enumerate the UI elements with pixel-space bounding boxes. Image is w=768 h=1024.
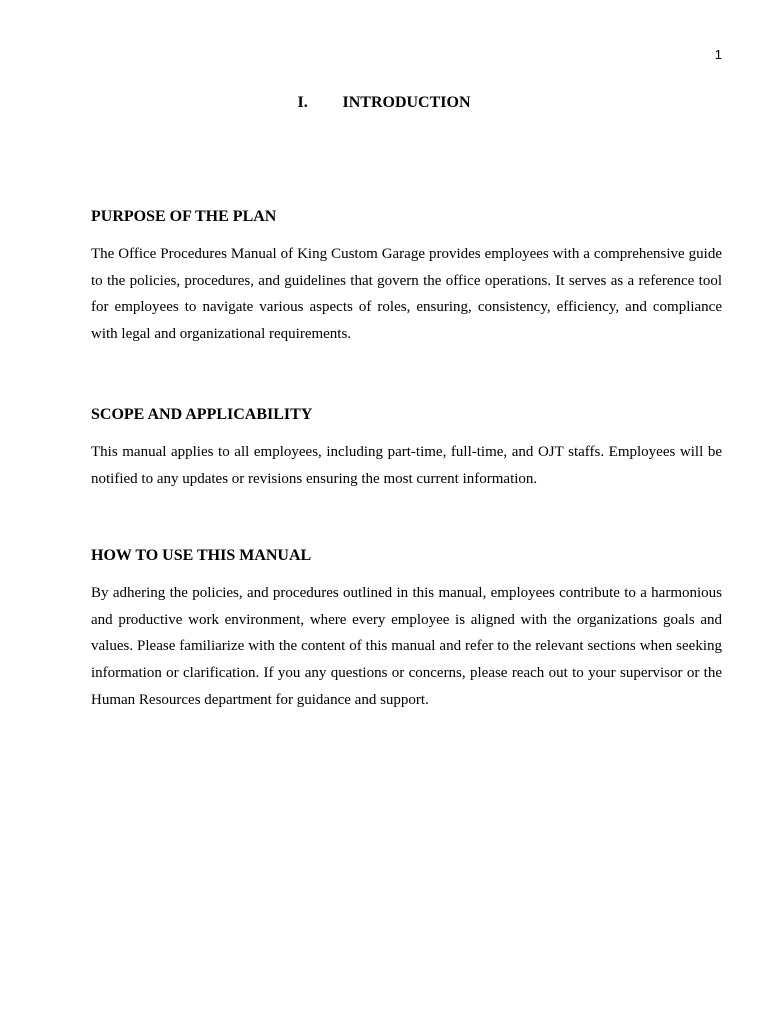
chapter-numeral: I. <box>297 94 308 111</box>
page-number: 1 <box>714 47 722 62</box>
chapter-title: INTRODUCTION <box>342 94 471 111</box>
section-body: This manual applies to all employees, including part-time, full-time, and OJT staffs. Employees will be notified to any updates or revisions ensuring the most current information. <box>91 444 722 487</box>
chapter-heading <box>0 94 768 112</box>
section-body: The Office Procedures Manual of King Custom Garage provides employees with a comprehensive guide to the policies, procedures, and guidelines that govern the office operations. It serves as a reference tool for employees to navigate various aspects of roles, ensuring, consistency, efficiency, and compliance with legal and organizational requirements. <box>91 246 722 343</box>
section-heading: PURPOSE OF THE PLAN <box>91 208 277 225</box>
section-purpose <box>91 207 722 348</box>
section-body: By adhering the policies, and procedures outlined in this manual, employees contribute to a harmonious and productive work environment, where every employee is aligned with the organizations goals and values. Please familiarize with the content of this manual and refer to the relevant sections when seeking information or clarification. If you any questions or concerns, please reach out to your supervisor or the Human Resources department for guidance and support. <box>91 585 722 708</box>
section-how-to-use <box>91 546 722 714</box>
section-heading: HOW TO USE THIS MANUAL <box>91 547 312 564</box>
section-scope <box>91 405 722 492</box>
section-heading: SCOPE AND APPLICABILITY <box>91 406 313 423</box>
